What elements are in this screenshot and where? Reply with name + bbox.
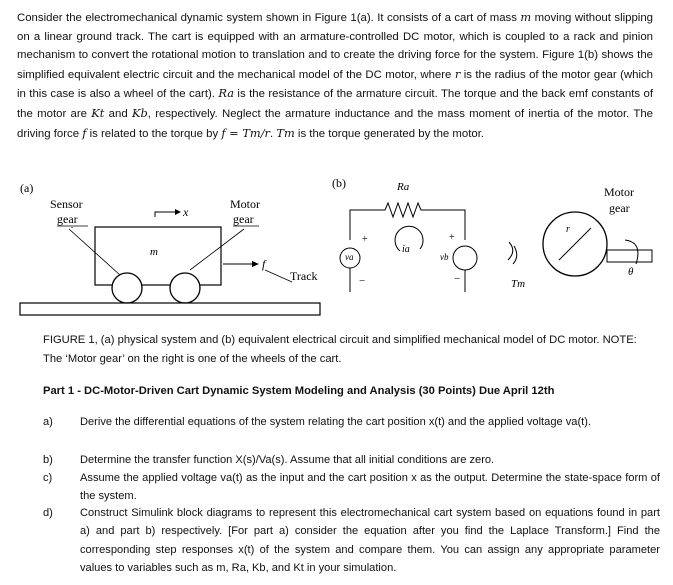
- motor-gear-wheel: [170, 273, 200, 303]
- part-title: Part 1 - DC-Motor-Driven Cart Dynamic System Modeling and Analysis (30 Points) Due April 12th: [43, 385, 555, 397]
- label-a: (a): [20, 181, 34, 195]
- track-label: Track: [290, 269, 318, 283]
- motor-gear-b-label-1: Motor: [604, 185, 634, 199]
- motor-gear-b-label-2: gear: [609, 201, 630, 215]
- sensor-gear-label-1: Sensor: [50, 197, 83, 211]
- sensor-gear-wheel: [112, 273, 142, 303]
- va-minus: −: [359, 275, 366, 287]
- vb-minus: −: [454, 273, 461, 285]
- motor-shaft: [607, 250, 652, 262]
- x-label: x: [183, 205, 189, 219]
- tm-arrow: [513, 246, 517, 264]
- cart-body: [95, 227, 221, 285]
- motor-gear-label-1: Motor: [230, 197, 260, 211]
- ra-label: Ra: [397, 181, 410, 193]
- sensor-gear-label-2: gear: [57, 212, 78, 226]
- va-plus: +: [362, 234, 368, 245]
- intro-paragraph: Consider the electromechanical dynamic system shown in Figure 1(a). It consists of a cart of mass m moving without slipping on a linear ground track. The cart is equipped with an armature-controlled DC motor, which is coupled to a rack and pinion mechanism to convert the rotational motion to translation and to create the driving force for the system. Figure 1(b) shows the simplified equivalent electric circuit and the mechanical model of the DC motor, where r is the radius of the motor gear (which in this case is also a wheel of the cart). Ra is the resistance of the armature circuit. The torque and the back emf constants of the motor are Kt and Kb, respectively. Neglect the armature inductance and the mass moment of inertia of the motor. The driving force f is related to the torque by f = Tm/r. Tm is the torque generated by the motor.: [17, 10, 654, 140]
- tm-label: Tm: [511, 278, 526, 290]
- mass-label: m: [150, 246, 158, 258]
- question-c: c) Assume the applied voltage va(t) as the input and the cart position x as the output. Determine the state-space form of the system.: [43, 472, 660, 503]
- question-d: d) Construct Simulink block diagrams to represent this electromechanical cart system based on equations found in part a) and part b) respectively. [For part a) consider the equation after you find the Laplace Transform.] Find the corresponding step responses x(t) of the system and compare them. You can assign any appropriate parameter values to variables such as m, Ra, Kb, and Kt in your simulation.: [43, 507, 660, 575]
- question-a: a) Derive the differential equations of the system relating the cart position x(t) and the applied voltage va(t).: [43, 416, 592, 428]
- r-label: r: [566, 224, 570, 235]
- figure-1: [0, 172, 673, 322]
- vb-emf: [453, 246, 477, 270]
- va-label: va: [345, 252, 354, 262]
- vb-plus: +: [449, 232, 455, 243]
- force-label: f: [262, 257, 266, 271]
- vb-label: vb: [440, 252, 449, 262]
- ia-label: ia: [402, 244, 410, 255]
- question-b: b) Determine the transfer function X(s)/Va(s). Assume that all initial conditions are zero.: [43, 454, 495, 466]
- figure-caption: FIGURE 1, (a) physical system and (b) equivalent electrical circuit and simplified mechanical model of DC motor. NOTE: The ‘Motor gear’ on the right is one of the wheels of the cart.: [43, 334, 637, 365]
- label-b: (b): [332, 176, 346, 190]
- theta-label: θ: [628, 266, 634, 278]
- track: [20, 303, 320, 315]
- motor-gear-label-2: gear: [233, 212, 254, 226]
